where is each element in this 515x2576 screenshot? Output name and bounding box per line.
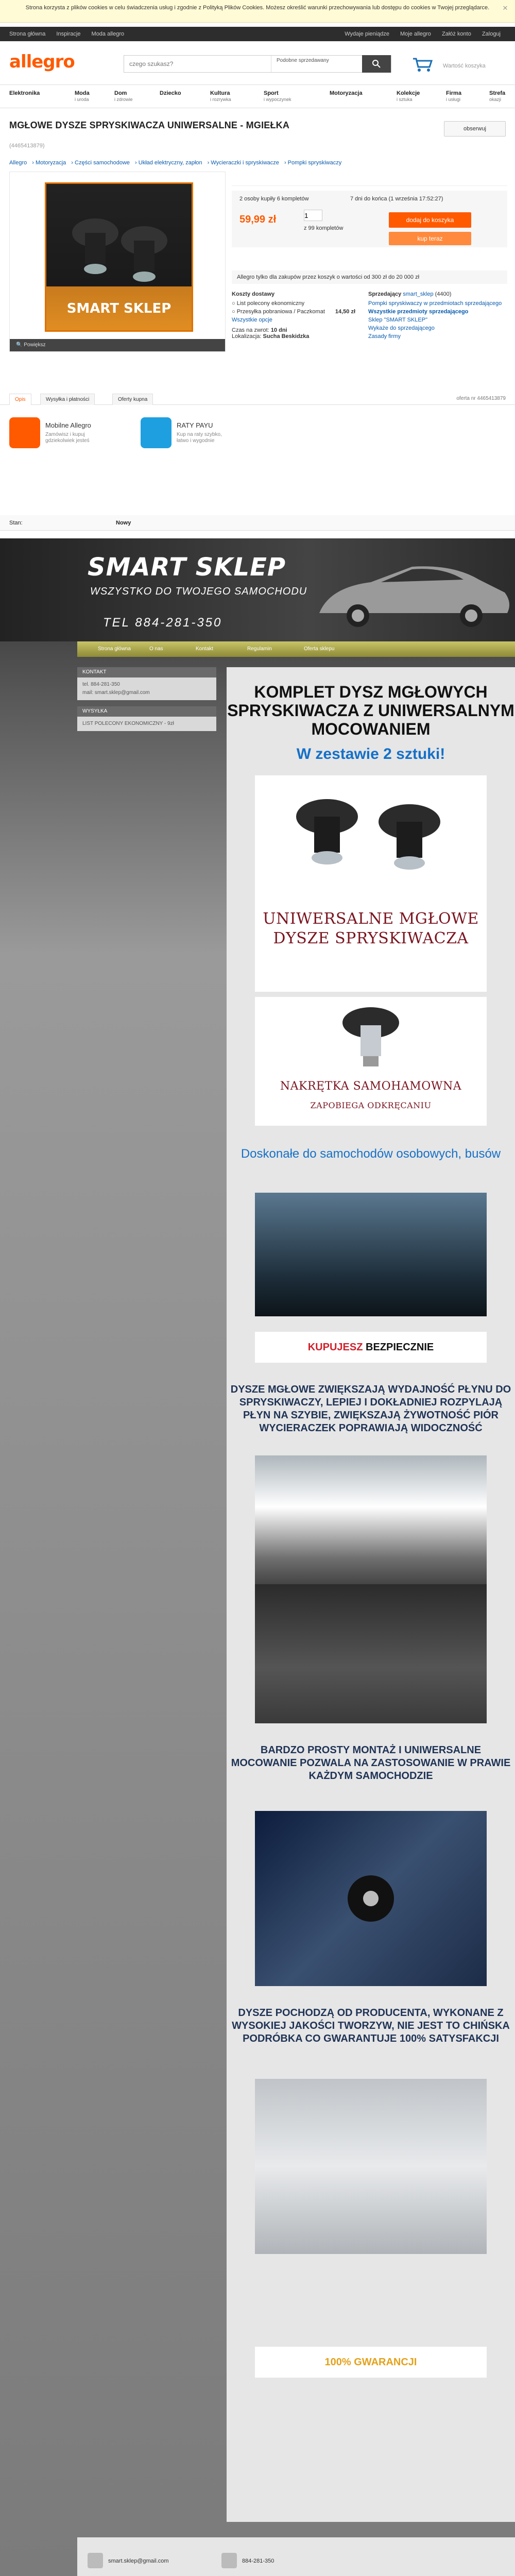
buy-now-button[interactable]: kup teraz [389, 232, 471, 245]
delivery-option[interactable]: ○ Przesyłka pobraniowa / Paczkomat 14,50 zł [232, 309, 355, 315]
breadcrumb: Allegro › Motoryzacja › Części samochodowe › Układ elektryczny, zapłon › Wycieraczki i spryskiwacze › Pompki spryskiwaczy [9, 160, 342, 166]
sidebar-box-title: WYSYŁKA [77, 706, 216, 717]
condition-label: Stan: [9, 520, 23, 526]
catnav-label: Moda [75, 90, 90, 96]
store-footer-mail[interactable]: smart.sklep@gmail.com [108, 2558, 169, 2564]
store-nav-item[interactable]: Kontakt [196, 646, 213, 652]
catnav-item-kultura[interactable] [210, 90, 231, 103]
caption-red-sub: ZAPOBIEGA ODKRĘCANIU [310, 1100, 432, 1110]
store-tagline: WSZYSTKO DO TWOJEGO SAMOCHODU [90, 586, 307, 597]
mail-icon [88, 2553, 103, 2568]
breadcrumb-item[interactable]: Allegro [9, 160, 27, 166]
sidebar-box-title: KONTAKT [77, 667, 216, 677]
topbar-link-wydaje[interactable]: Wydaje pieniądze [345, 31, 389, 37]
guarantee-banner: 100% GWARANCJI [255, 2347, 487, 2378]
catnav-item-kolekcje[interactable] [397, 90, 420, 103]
watch-button[interactable]: obserwuj [444, 121, 506, 137]
catnav-label: Elektronika [9, 90, 40, 96]
location-label: Lokalizacja [232, 333, 260, 340]
sidebar-box-kontakt [77, 667, 216, 700]
banner-text: KUPUJESZ [307, 1342, 363, 1353]
topbar-link-inspiracje[interactable]: Inspiracje [56, 31, 81, 37]
catnav-sub: i usługi [446, 97, 461, 102]
tab-oferty[interactable]: Oferty kupna [112, 394, 153, 405]
sidebar-line: tel. 884-281-350 [82, 682, 120, 687]
search-category-select[interactable]: Podobne sprzedawany [271, 56, 361, 72]
store-nav-item[interactable]: Strona główna [98, 646, 131, 652]
catnav-sub: i zdrowie [114, 97, 133, 102]
price-value: 59,99 zł [239, 214, 277, 225]
catnav-item-sport[interactable] [264, 90, 291, 103]
tabs-right-info: oferta nr 4465413879 [456, 396, 506, 401]
seller-link[interactable]: Wykaże do sprzedającego [368, 325, 435, 331]
mobile-app-icon [9, 417, 40, 448]
store-footer [77, 2537, 515, 2576]
page-title: MGŁOWE DYSZE SPRYSKIWACZA UNIWERSALNE - MGIEŁKA [9, 120, 290, 130]
description-content [227, 667, 515, 2522]
dashboard-photo [255, 1584, 487, 1723]
zoom-label[interactable] [10, 339, 225, 351]
delivery-price: 14,50 zł [335, 309, 355, 315]
catnav-label: Dziecko [160, 90, 181, 96]
installation-photo [255, 1811, 487, 1986]
product-description [0, 538, 515, 2576]
topbar-link-moje-allegro[interactable]: Moje allegro [400, 31, 431, 37]
zoom-icon: 🔍 [16, 342, 23, 348]
condition-row [0, 515, 515, 531]
delivery-option-label: Przesyłka pobraniowa / Paczkomat [236, 309, 325, 315]
add-to-cart-button[interactable]: dodaj do koszyka [389, 212, 471, 228]
app-desc: Zamówisz i kupuj gdziekolwiek jesteś [45, 432, 90, 444]
topbar-link-moda[interactable]: Moda allegro [91, 31, 125, 37]
app-promo-raty[interactable] [141, 417, 233, 453]
catnav-label: Kolekcje [397, 90, 420, 96]
store-phone: TEL 884-281-350 [103, 616, 222, 630]
store-sidebar [77, 667, 216, 737]
delivery-box [232, 291, 355, 353]
quantity-text: z 99 kompletów [304, 225, 344, 231]
catnav-sub: i rozrywka [210, 97, 231, 102]
catnav-label: Kultura [210, 90, 230, 96]
seller-link[interactable]: Wszystkie przedmioty sprzedającego [368, 309, 469, 315]
search-input[interactable] [124, 56, 266, 72]
app-promo-mobile[interactable] [9, 417, 102, 453]
catnav-item-firma[interactable] [446, 90, 461, 103]
category-nav [0, 86, 515, 108]
windshield-photo [255, 1193, 487, 1316]
safe-buy-banner [255, 1332, 487, 1363]
nut-photo-panel [255, 997, 487, 1126]
product-main-image[interactable] [45, 182, 193, 332]
location: Lokalizacja: Sucha Beskidzka [232, 333, 310, 340]
sidebar-line: LIST POLECONY EKONOMICZNY - 9zł [82, 721, 174, 726]
catnav-sub: okazji [489, 97, 502, 102]
car-image [309, 551, 515, 634]
hero-title: KOMPLET DYSZ MGŁOWYCH SPRYSKIWACZA Z UNIWERSALNYM MOCOWANIEM [227, 683, 514, 738]
shattered-glass-photo [255, 1455, 487, 1584]
share-bar [232, 172, 507, 186]
breadcrumb-item[interactable]: Części samochodowe [75, 160, 130, 166]
sidebar-line: mail: smart.sklep@gmail.com [82, 690, 150, 696]
seller-link[interactable]: Zasady firmy [368, 333, 401, 340]
caption-red: NAKRĘTKA SAMOHAMOWNA [280, 1080, 462, 1093]
seller-name[interactable]: smart_sklep [403, 291, 434, 297]
catnav-item-moda[interactable] [75, 90, 90, 103]
seller-box [368, 291, 507, 353]
catnav-label: Motoryzacja [330, 90, 363, 96]
catnav-item-dom[interactable] [114, 90, 133, 103]
store-nav-item[interactable]: Oferta sklepu [304, 646, 335, 652]
sidebar-box-wysylka [77, 706, 216, 731]
topbar-link-login[interactable]: Zaloguj [482, 31, 501, 37]
store-footer-phone[interactable]: 884-281-350 [242, 2558, 274, 2564]
banner-text: BEZPIECZNIE [366, 1342, 434, 1353]
close-icon[interactable]: ✕ [502, 4, 508, 12]
search-icon [372, 59, 381, 69]
nut-photo [255, 997, 487, 1074]
catnav-label: Strefa [489, 90, 506, 96]
spray-photo [255, 2079, 487, 2254]
store-header [0, 538, 515, 641]
allegro-logo[interactable]: allegro [9, 52, 75, 72]
product-gallery [9, 172, 226, 352]
delivery-all-options-link[interactable]: Wszystkie opcje [232, 317, 272, 323]
end-info: 7 dni do końca (1 września 17:52:27) [350, 196, 443, 202]
cookie-text: Strona korzysta z plików cookies w celu świadczenia usług i zgodnie z Polityką Plików Cookies. Możesz określić warunki przechowywania lub dostępu do cookies w Twojej przeglądarce. [25, 5, 490, 11]
tabs-row [0, 392, 515, 405]
app-desc: Kup na raty szybko, łatwo i wygodnie [177, 432, 222, 444]
catnav-label: Sport [264, 90, 279, 96]
price-box [232, 191, 507, 247]
app-promos [9, 412, 222, 459]
store-nav [77, 641, 515, 657]
catnav-sub: i sztuka [397, 97, 413, 102]
top-bar [0, 27, 515, 41]
delivery-option[interactable]: ○ List polecony ekonomiczny [232, 300, 305, 307]
caption-dark: DYSZE POCHODZĄ OD PRODUCENTA, WYKONANE Z WYSOKIEJ JAKOŚCI TWORZYW, NIE JEST TO CHIŃSKA PODRÓBKA CO GWARANTUJE 100% SATYSFAKCJI [232, 2007, 510, 2044]
seller-link[interactable]: Sklep "SMART SKLEP" [368, 317, 428, 323]
seller-link[interactable]: Pompki spryskiwaczy w przedmiotach sprzedającego [368, 300, 502, 307]
payment-promo: Allegro tylko dla zakupów przez koszyk o wartości od 300 zł do 20 000 zł [232, 270, 507, 284]
catnav-item-motoryzacja[interactable] [330, 90, 363, 96]
header [0, 41, 515, 85]
seller-rating: (4400) [435, 291, 452, 297]
topbar-link-register[interactable]: Załóż konto [441, 31, 471, 37]
breadcrumb-item[interactable]: Motoryzacja [35, 160, 66, 166]
return-time-value: 10 dni [270, 327, 287, 333]
seller-header [368, 291, 507, 297]
store-nav-item[interactable]: O nas [149, 646, 163, 652]
return-time-label: Czas na zwrot [232, 327, 268, 333]
cookie-bar [0, 0, 515, 23]
cart-value-label: Wartość koszyka [443, 63, 486, 69]
caption-blue: Doskonałe do samochodów osobowych, busów [241, 1147, 501, 1161]
zoom-text: Powiększ [24, 342, 46, 348]
store-brand: SMART SKLEP [88, 553, 286, 582]
calculator-icon [141, 417, 171, 448]
product-photo [255, 775, 487, 894]
phone-icon [221, 2553, 237, 2568]
delivery-option-label: List polecony ekonomiczny [236, 300, 305, 307]
return-time: Czas na zwrot: 10 dni [232, 327, 287, 333]
search-button[interactable] [362, 55, 391, 73]
search-bar [124, 55, 391, 73]
catnav-item-elektronika[interactable] [9, 90, 40, 96]
catnav-sub: i wypoczynek [264, 97, 291, 102]
hero-subtitle: W zestawie 2 sztuki! [296, 745, 445, 762]
catnav-item-dziecko[interactable] [160, 90, 181, 96]
tab-wysylka[interactable]: Wysyłka i płatności [40, 394, 95, 405]
seller-label: Sprzedający [368, 291, 402, 297]
delivery-title: Koszty dostawy [232, 291, 275, 297]
breadcrumb-item[interactable]: Wycieraczki i spryskiwacze [211, 160, 279, 166]
app-title: Mobilne Allegro [45, 421, 91, 429]
breadcrumb-item[interactable]: Układ elektryczny, zapłon [138, 160, 202, 166]
sold-info: 2 osoby kupiły 6 kompletów [239, 196, 309, 202]
store-nav-item[interactable]: Regulamin [247, 646, 272, 652]
quantity-input[interactable] [304, 210, 322, 221]
cart-icon[interactable] [412, 57, 433, 72]
caption-red: UNIWERSALNE MGŁOWE DYSZE SPRYSKIWACZA [263, 910, 479, 947]
catnav-label: Firma [446, 90, 461, 96]
topbar-link-home[interactable]: Strona główna [9, 31, 46, 37]
tab-opis[interactable]: Opis [9, 394, 31, 405]
catnav-sub: i uroda [75, 97, 89, 102]
condition-value: Nowy [116, 520, 131, 526]
location-value: Sucha Beskidzka [263, 333, 310, 340]
catnav-label: Dom [114, 90, 127, 96]
product-photo-panel [255, 775, 487, 992]
offer-id: (4465413879) [9, 143, 45, 149]
breadcrumb-item[interactable]: Pompki spryskiwaczy [287, 160, 342, 166]
caption-dark: BARDZO PROSTY MONTAŻ I UNIWERSALNE MOCOWANIE POZWALA NA ZASTOSOWANIE W PRAWIE KAŻDYM SAMOCHODZIE [231, 1744, 511, 1782]
app-title: RATY PAYU [177, 421, 213, 429]
caption-dark: DYSZE MGŁOWE ZWIĘKSZAJĄ WYDAJNOŚĆ PŁYNU DO SPRYSKIWACZY, LEPIEJ I DOKŁADNIEJ ROZPYLAJĄ PŁYN NA SZYBIE, ZWIĘKSZAJĄ ŻYWOTNOŚĆ PIÓR WYCIERACZEK POPRAWIAJĄ WIDOCZNOŚĆ [230, 1384, 511, 1434]
watermark-text: SMART SKLEP [66, 301, 171, 316]
catnav-item-strefa[interactable] [489, 90, 505, 103]
